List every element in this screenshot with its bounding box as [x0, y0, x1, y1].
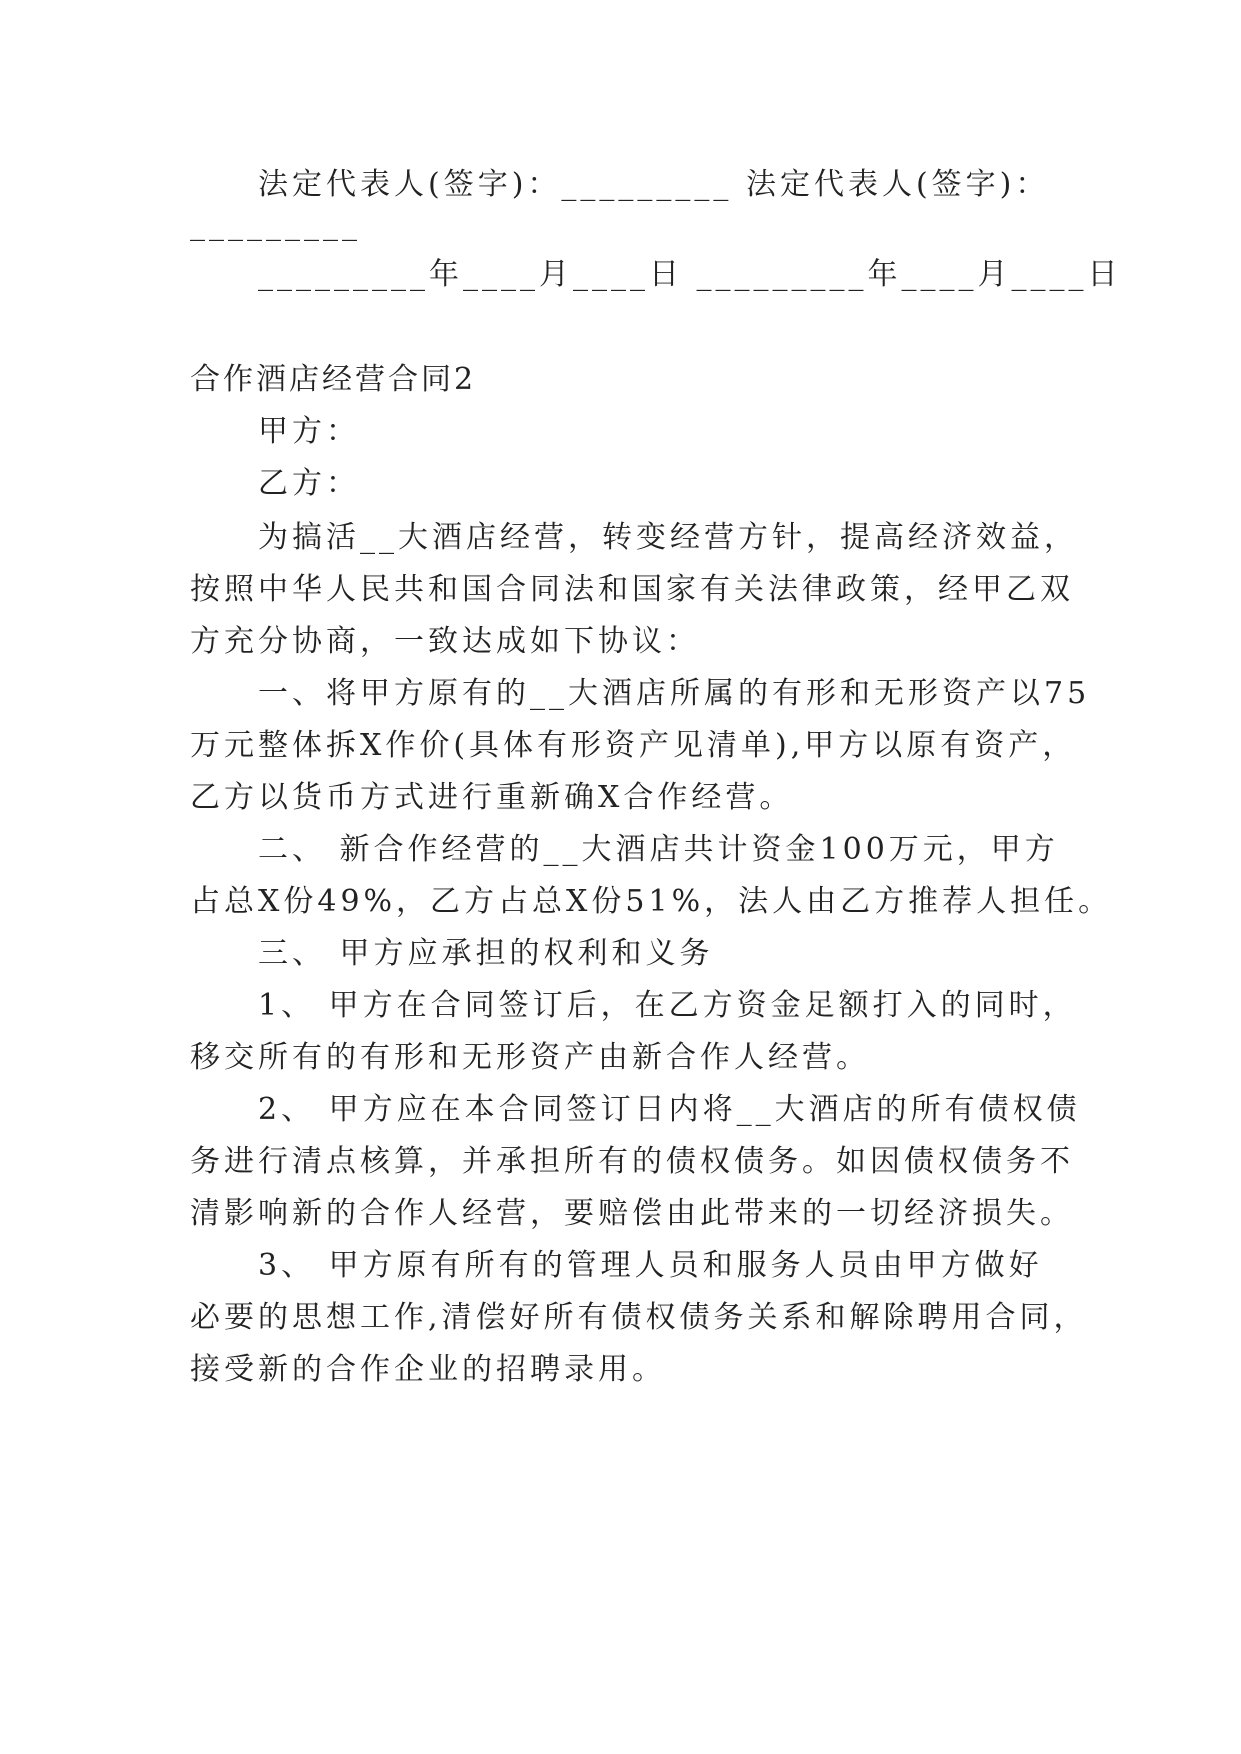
- paragraph-line: 二、 新合作经营的__大酒店共计资金100万元，甲方: [258, 832, 1059, 867]
- paragraph-line: 按照中华人民共和国合同法和国家有关法律政策，经甲乙双: [190, 572, 1074, 607]
- section-heading: 三、 甲方应承担的权利和义务: [258, 936, 714, 971]
- paragraph-line: 3、 甲方原有所有的管理人员和服务人员由甲方做好: [258, 1248, 1043, 1283]
- paragraph-line: 方充分协商，一致达成如下协议：: [190, 624, 700, 659]
- signature-blank: _________: [190, 207, 361, 242]
- paragraph-line: 1、 甲方在合同签订后，在乙方资金足额打入的同时，: [258, 988, 1077, 1023]
- date-line: _________年____月____日 _________年____月____日: [258, 257, 1122, 292]
- paragraph-line: 移交所有的有形和无形资产由新合作人经营。: [190, 1040, 870, 1075]
- paragraph-line: 万元整体拆X作价(具体有形资产见清单),甲方以原有资产，: [190, 728, 1077, 763]
- party-a-label: 甲方：: [258, 414, 360, 449]
- paragraph-line: 务进行清点核算，并承担所有的债权债务。如因债权债务不: [190, 1144, 1074, 1179]
- paragraph-line: 接受新的合作企业的招聘录用。: [190, 1352, 666, 1387]
- paragraph-line: 为搞活__大酒店经营，转变经营方针，提高经济效益，: [258, 520, 1078, 555]
- paragraph-line: 乙方以货币方式进行重新确X合作经营。: [190, 780, 794, 815]
- paragraph-line: 2、 甲方应在本合同签订日内将__大酒店的所有债权债: [258, 1092, 1081, 1127]
- signature-line: 法定代表人(签字)：_________ 法定代表人(签字)：: [258, 167, 1050, 202]
- paragraph-line: 一、将甲方原有的__大酒店所属的有形和无形资产以75: [258, 676, 1091, 711]
- paragraph-line: 清影响新的合作人经营，要赔偿由此带来的一切经济损失。: [190, 1196, 1074, 1231]
- party-b-label: 乙方：: [258, 466, 360, 501]
- contract-title: 合作酒店经营合同2: [190, 362, 477, 397]
- paragraph-line: 占总X份49%，乙方占总X份51%，法人由乙方推荐人担任。: [190, 884, 1113, 919]
- paragraph-line: 必要的思想工作,清偿好所有债权债务关系和解除聘用合同，: [190, 1300, 1088, 1335]
